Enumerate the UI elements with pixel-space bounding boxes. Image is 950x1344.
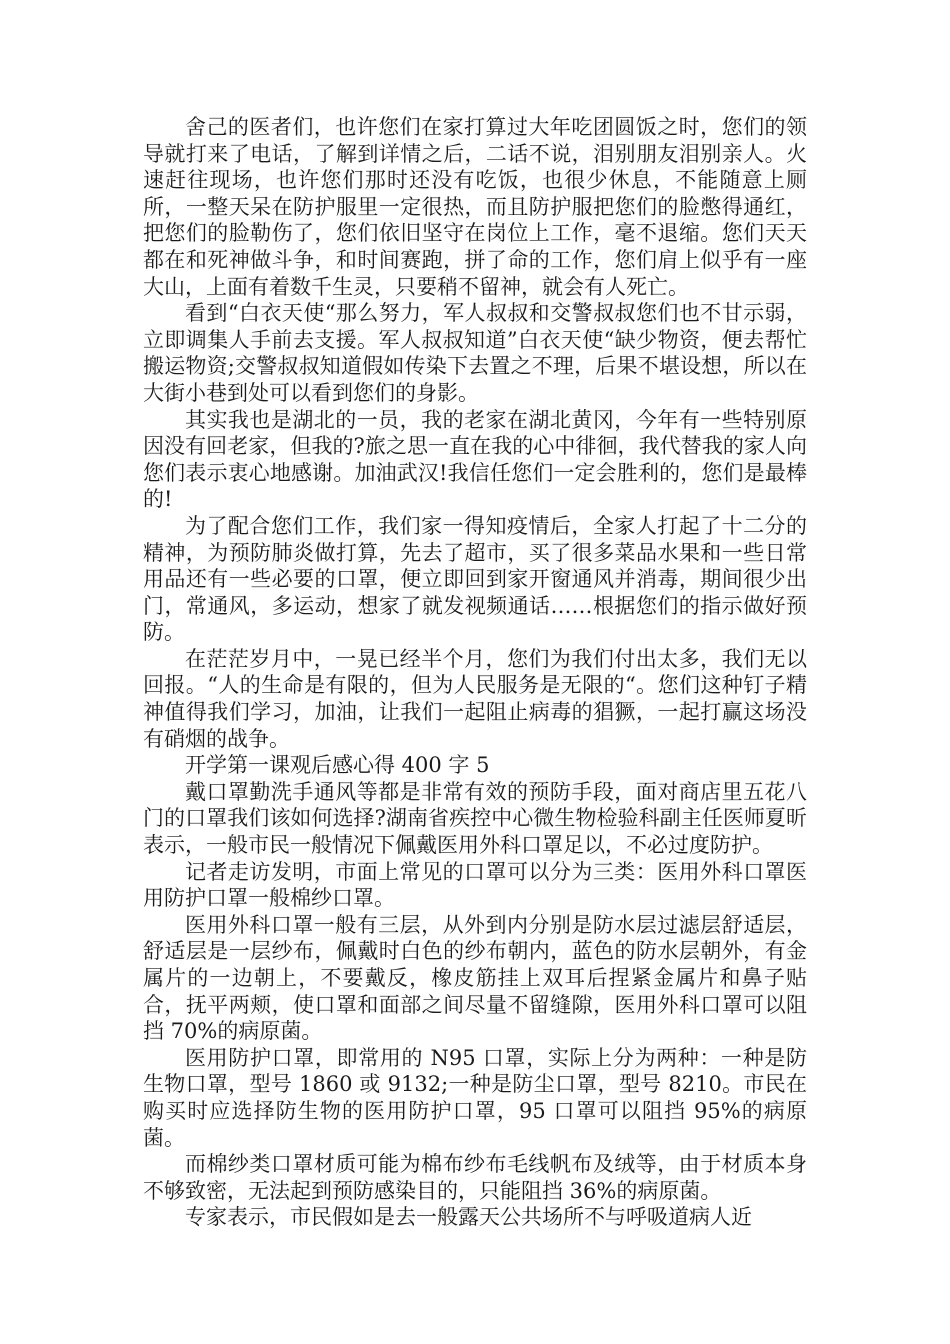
paragraph-hubei-hometown: 其实我也是湖北的一员，我的老家在湖北黄冈，今年有一些特别原因没有回老家，但我的?旅之思一直在我的心中徘徊，我代替我的家人向您们表示衷心地感谢。加油武汉!我信任您们一定会胜利的，您们是最棒的! (143, 407, 807, 512)
paragraph-cotton-mask: 而棉纱类口罩材质可能为棉布纱布毛线帆布及绒等，由于材质本身不够致密，无法起到预防感染目的，只能阻挡 36%的病原菌。 (143, 1152, 807, 1203)
paragraph-expert-advice: 专家表示，市民假如是去一般露天公共场所不与呼吸道病人近 (185, 1205, 752, 1230)
paragraph-mask-types: 记者走访发明，市面上常见的口罩可以分为三类：医用外科口罩医用防护口罩一般棉纱口罩。 (143, 859, 807, 911)
paragraph-mask-selection: 戴口罩勤洗手通风等都是非常有效的预防手段，面对商店里五花八门的口罩我们该如何选择?湖南省疾控中心微生物检验科副主任医师夏昕表示，一般市民一般情况下佩戴医用外科口罩足以，不必过度防护。 (143, 779, 807, 858)
paragraph-n95-mask: 医用防护口罩，即常用的 N95 口罩，实际上分为两种：一种是防生物口罩，型号 1860 或 9132;一种是防尘口罩，型号 8210。市民在购买时应选择防生物的医用防护口罩，95 口罩可以阻挡 95%的病原菌。 (143, 1045, 807, 1150)
paragraph-gratitude: 在茫茫岁月中，一晃已经半个月，您们为我们付出太多，我们无以回报。“人的生命是有限的，但为人民服务是无限的“。您们这种钉子精神值得我们学习，加油，让我们一起阻止病毒的猖獗，一起打赢这场没有硝烟的战争。 (143, 646, 807, 751)
document-page (143, 114, 807, 1231)
paragraph-family-prevention: 为了配合您们工作，我们家一得知疫情后，全家人打起了十二分的精神，为预防肺炎做打算，先去了超市，买了很多菜品水果和一些日常用品还有一些必要的口罩，便立即回到家开窗通风并消毒，期间很少出门，常通风，多运动，想家了就发视频通话……根据您们的指示做好预防。 (143, 513, 807, 645)
section-heading: 开学第一课观后感心得 400 字 5 (185, 753, 490, 778)
paragraph-surgical-mask: 医用外科口罩一般有三层，从外到内分别是防水层过滤层舒适层，舒适层是一层纱布，佩戴时白色的纱布朝内，蓝色的防水层朝外，有金属片的一边朝上，不要戴反，橡皮筋挂上双耳后捏紧金属片和鼻子贴合，抚平两颊，使口罩和面部之间尽量不留缝隙，医用外科口罩可以阻挡 70%的病原菌。 (143, 912, 807, 1044)
paragraph-medical-workers: 舍己的医者们，也许您们在家打算过大年吃团圆饭之时，您们的领导就打来了电话，了解到详情之后，二话不说，泪别朋友泪别亲人。火速赶往现场，也许您们那时还没有吃饭，也很少休息，不能随意上厕所，一整天呆在防护服里一定很热，而且防护服把您们的脸憋得通红，把您们的脸勒伤了，您们依旧坚守在岗位上工作，毫不退缩。您们天天都在和死神做斗争，和时间赛跑，拼了命的工作，您们肩上似乎有一座大山，上面有着数千生灵，只要稍不留神，就会有人死亡。 (143, 115, 807, 299)
paragraph-soldiers-police: 看到“白衣天使“那么努力，军人叔叔和交警叔叔您们也不甘示弱，立即调集人手前去支援。军人叔叔知道”白衣天使“缺少物资，便去帮忙搬运物资;交警叔叔知道假如传染下去置之不理，后果不堪设想，所以在大街小巷到处可以看到您们的身影。 (143, 301, 807, 405)
